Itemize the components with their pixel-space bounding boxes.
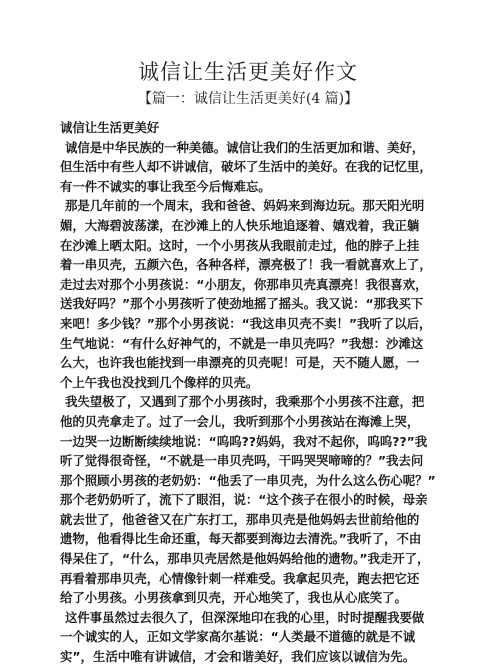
paragraph-line: 实”，生活中唯有讲诚信，才会和谐美好，我们应该以诚信为先。 — [60, 649, 416, 665]
paragraph-line: 着一串贝壳，五颜六色，各种各样，漂亮极了！我一看就喜欢上了， — [60, 257, 432, 273]
paragraph-line: 得呆住了，“什么，那串贝壳居然是他妈妈给他的遗物。”我走开了， — [60, 551, 430, 567]
paragraph-line: 走过去对那个小男孩说：“小朋友，你那串贝壳真漂亮！我很喜欢， — [60, 276, 428, 292]
document-body — [60, 118, 438, 667]
paragraph-line: 么大，也许我也能找到一串漂亮的贝壳呢！可是，天不随人愿，一 — [60, 355, 420, 371]
paragraph-line: 听了觉得很奇怪，“不就是一串贝壳吗，干吗哭哭啼啼的？”我去问 — [60, 453, 424, 469]
paragraph-line: 但生活中有些人却不讲诚信，破坏了生活中的美好。在我的记忆里， — [60, 159, 432, 175]
paragraph-line: 那个老奶奶听了，流下了眼泪，说：“这个孩子在很小的时候，母亲 — [60, 492, 428, 508]
paragraph-line: 那个照顾小男孩的老奶奶：“他丢了一串贝壳，为什么这么伤心呢？” — [60, 472, 436, 488]
paragraph-line: 送我好吗？”那个小男孩听了使劲地摇了摇头。我又说：“那我买下 — [60, 296, 424, 312]
section-heading: 诚信让生活更美好 — [60, 120, 160, 135]
paragraph-line: 再看着那串贝壳，心情像针刺一样难受。我拿起贝壳，跑去把它还 — [60, 570, 420, 586]
paragraph-line: 他的贝壳拿走了。过了一会儿，我听到那个小男孩站在海滩上哭， — [60, 413, 420, 429]
paragraph-line: 来吧！多少钱？”那个小男孩说：“我这串贝壳不卖！”我听了以后， — [60, 315, 432, 331]
paragraph-line: 媚，大海碧波荡漾，在沙滩上的人快乐地追逐着、嬉戏着，我正躺 — [60, 217, 420, 233]
paragraph-line: 有一件不诚实的事让我至今后悔难忘。 — [60, 178, 271, 194]
paragraph-line: 我失望极了，又遇到了那个小男孩时，我乘那个小男孩不注意，把 — [65, 394, 425, 410]
paragraph-line: 就去世了，他爸爸又在广东打工，那串贝壳是他妈妈去世前给他的 — [60, 511, 420, 527]
paragraph-line: 遗物，他看得比生命还重，每天都要到海边去清洗。”我听了，不由 — [60, 531, 422, 547]
paragraph-line: 一边哭一边断断续续地说：“呜呜??妈妈，我对不起你，呜呜??”我 — [60, 433, 428, 449]
paragraph-line: 在沙滩上晒太阳。这时，一个小男孩从我眼前走过，他的脖子上挂 — [60, 237, 420, 253]
paragraph-line: 那是几年前的一个周末，我和爸爸、妈妈来到海边玩。那天阳光明 — [65, 198, 425, 214]
paragraph-line: 给了小男孩。小男孩拿到贝壳，开心地笑了，我也从心底笑了。 — [60, 590, 407, 606]
paragraph-line: 个上午我也没找到几个像样的贝壳。 — [60, 374, 259, 390]
paragraph-line: 一个诚实的人，正如文学家高尔基说：“人类最不道德的就是不诚 — [60, 629, 416, 645]
paragraph-line: 诚信是中华民族的一种美德。诚信让我们的生活更加和谐、美好， — [65, 139, 425, 155]
paragraph-line: 生气地说：“有什么好神气的，不就是一串贝壳吗？”我想：沙滩这 — [60, 335, 424, 351]
document-title: 诚信让生活更美好作文 — [138, 60, 358, 84]
paragraph-line: 这件事虽然过去很久了，但深深地印在我的心里，时时提醒我要做 — [65, 609, 425, 625]
document-subtitle: 【篇一：诚信让生活更美好(4 篇)】 — [137, 91, 359, 107]
